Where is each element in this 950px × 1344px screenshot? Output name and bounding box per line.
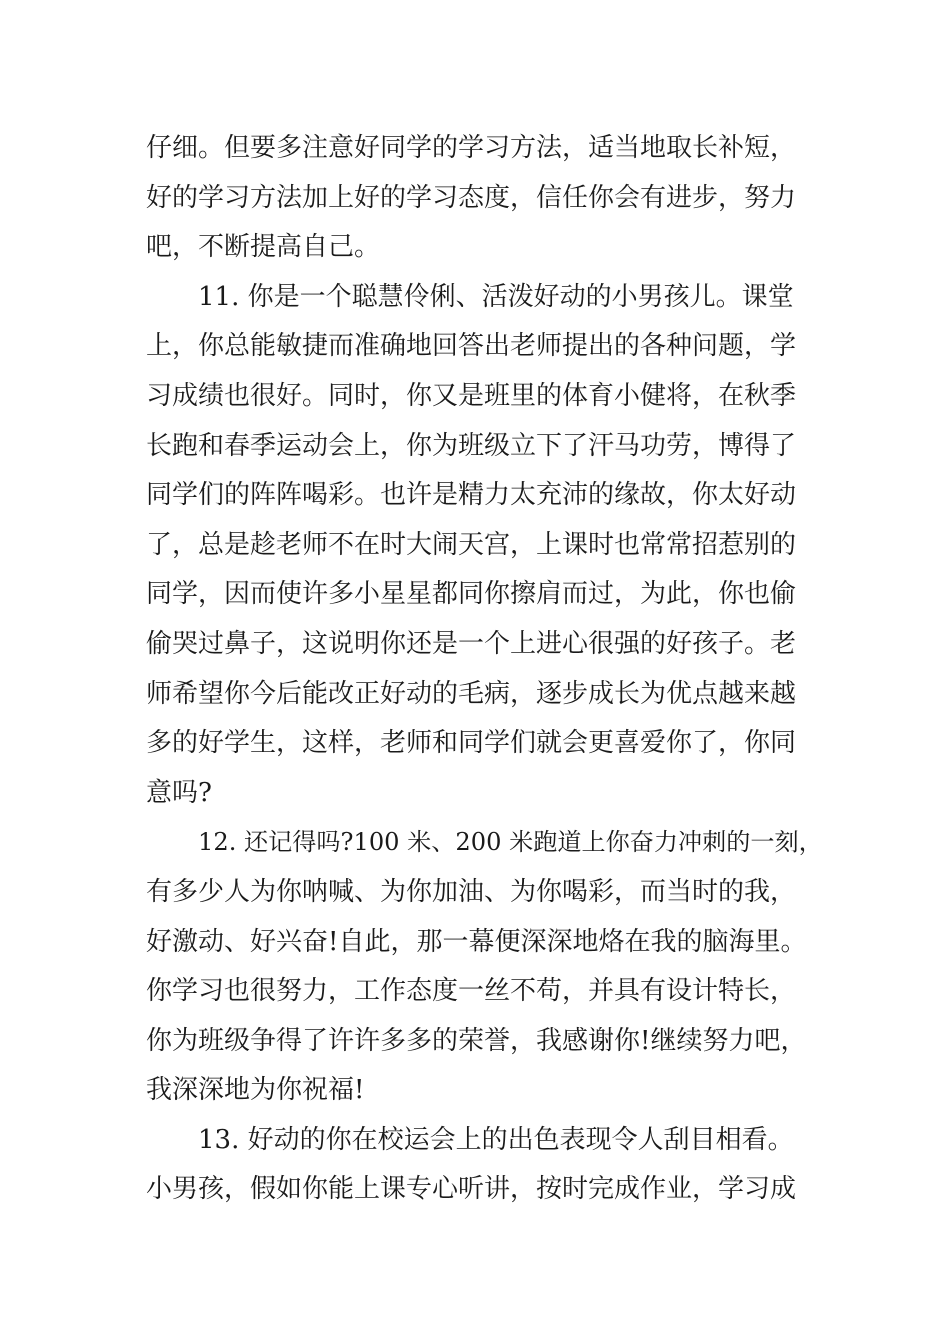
text-line: 多的好学生，这样，老师和同学们就会更喜爱你了，你同 (146, 728, 797, 759)
paragraph-first-line: 13. 好动的你在校运会上的出色表现令人刮目相看。 (198, 1124, 794, 1155)
text-line: 小男孩，假如你能上课专心听讲，按时完成作业，学习成 (146, 1174, 797, 1205)
text-line: 上，你总能敏捷而准确地回答出老师提出的各种问题，学 (146, 331, 797, 362)
text-line: 偷哭过鼻子，这说明你还是一个上进心很强的好孩子。老 (146, 628, 797, 659)
paragraph-first-line: 12. 还记得吗?100 米、200 米跑道上你奋力冲刺的一刻， (198, 828, 823, 857)
text-line: 了，总是趁老师不在时大闹天宫，上课时也常常招惹别的 (146, 529, 797, 560)
text-line: 意吗? (146, 777, 212, 808)
text-line: 长跑和春季运动会上，你为班级立下了汗马功劳，博得了 (146, 430, 797, 461)
text-line: 我深深地为你祝福! (146, 1075, 365, 1106)
paragraph-first-line: 11. 你是一个聪慧伶俐、活泼好动的小男孩儿。课堂 (198, 281, 794, 312)
text-line: 习成绩也很好。同时，你又是班里的体育小健将，在秋季 (146, 380, 797, 411)
text-line: 吧，不断提高自己。 (146, 232, 381, 263)
text-line: 好激动、好兴奋!自此，那一幕便深深地烙在我的脑海里。 (146, 926, 807, 957)
text-line: 仔细。但要多注意好同学的学习方法，适当地取长补短， (146, 133, 797, 163)
text-line: 好的学习方法加上好的学习态度，信任你会有进步，努力 (146, 182, 797, 213)
text-line: 你学习也很努力，工作态度一丝不苟，并具有设计特长， (146, 976, 797, 1007)
text-line: 你为班级争得了许许多多的荣誉，我感谢你!继续努力吧， (146, 1025, 807, 1056)
text-line: 师希望你今后能改正好动的毛病，逐步成长为优点越来越 (146, 678, 797, 709)
text-line: 同学，因而使许多小星星都同你擦肩而过，为此，你也偷 (146, 579, 797, 610)
text-line: 有多少人为你呐喊、为你加油、为你喝彩，而当时的我， (146, 876, 797, 907)
text-line: 同学们的阵阵喝彩。也许是精力太充沛的缘故，你太好动 (146, 480, 797, 511)
document-body (146, 124, 826, 1215)
